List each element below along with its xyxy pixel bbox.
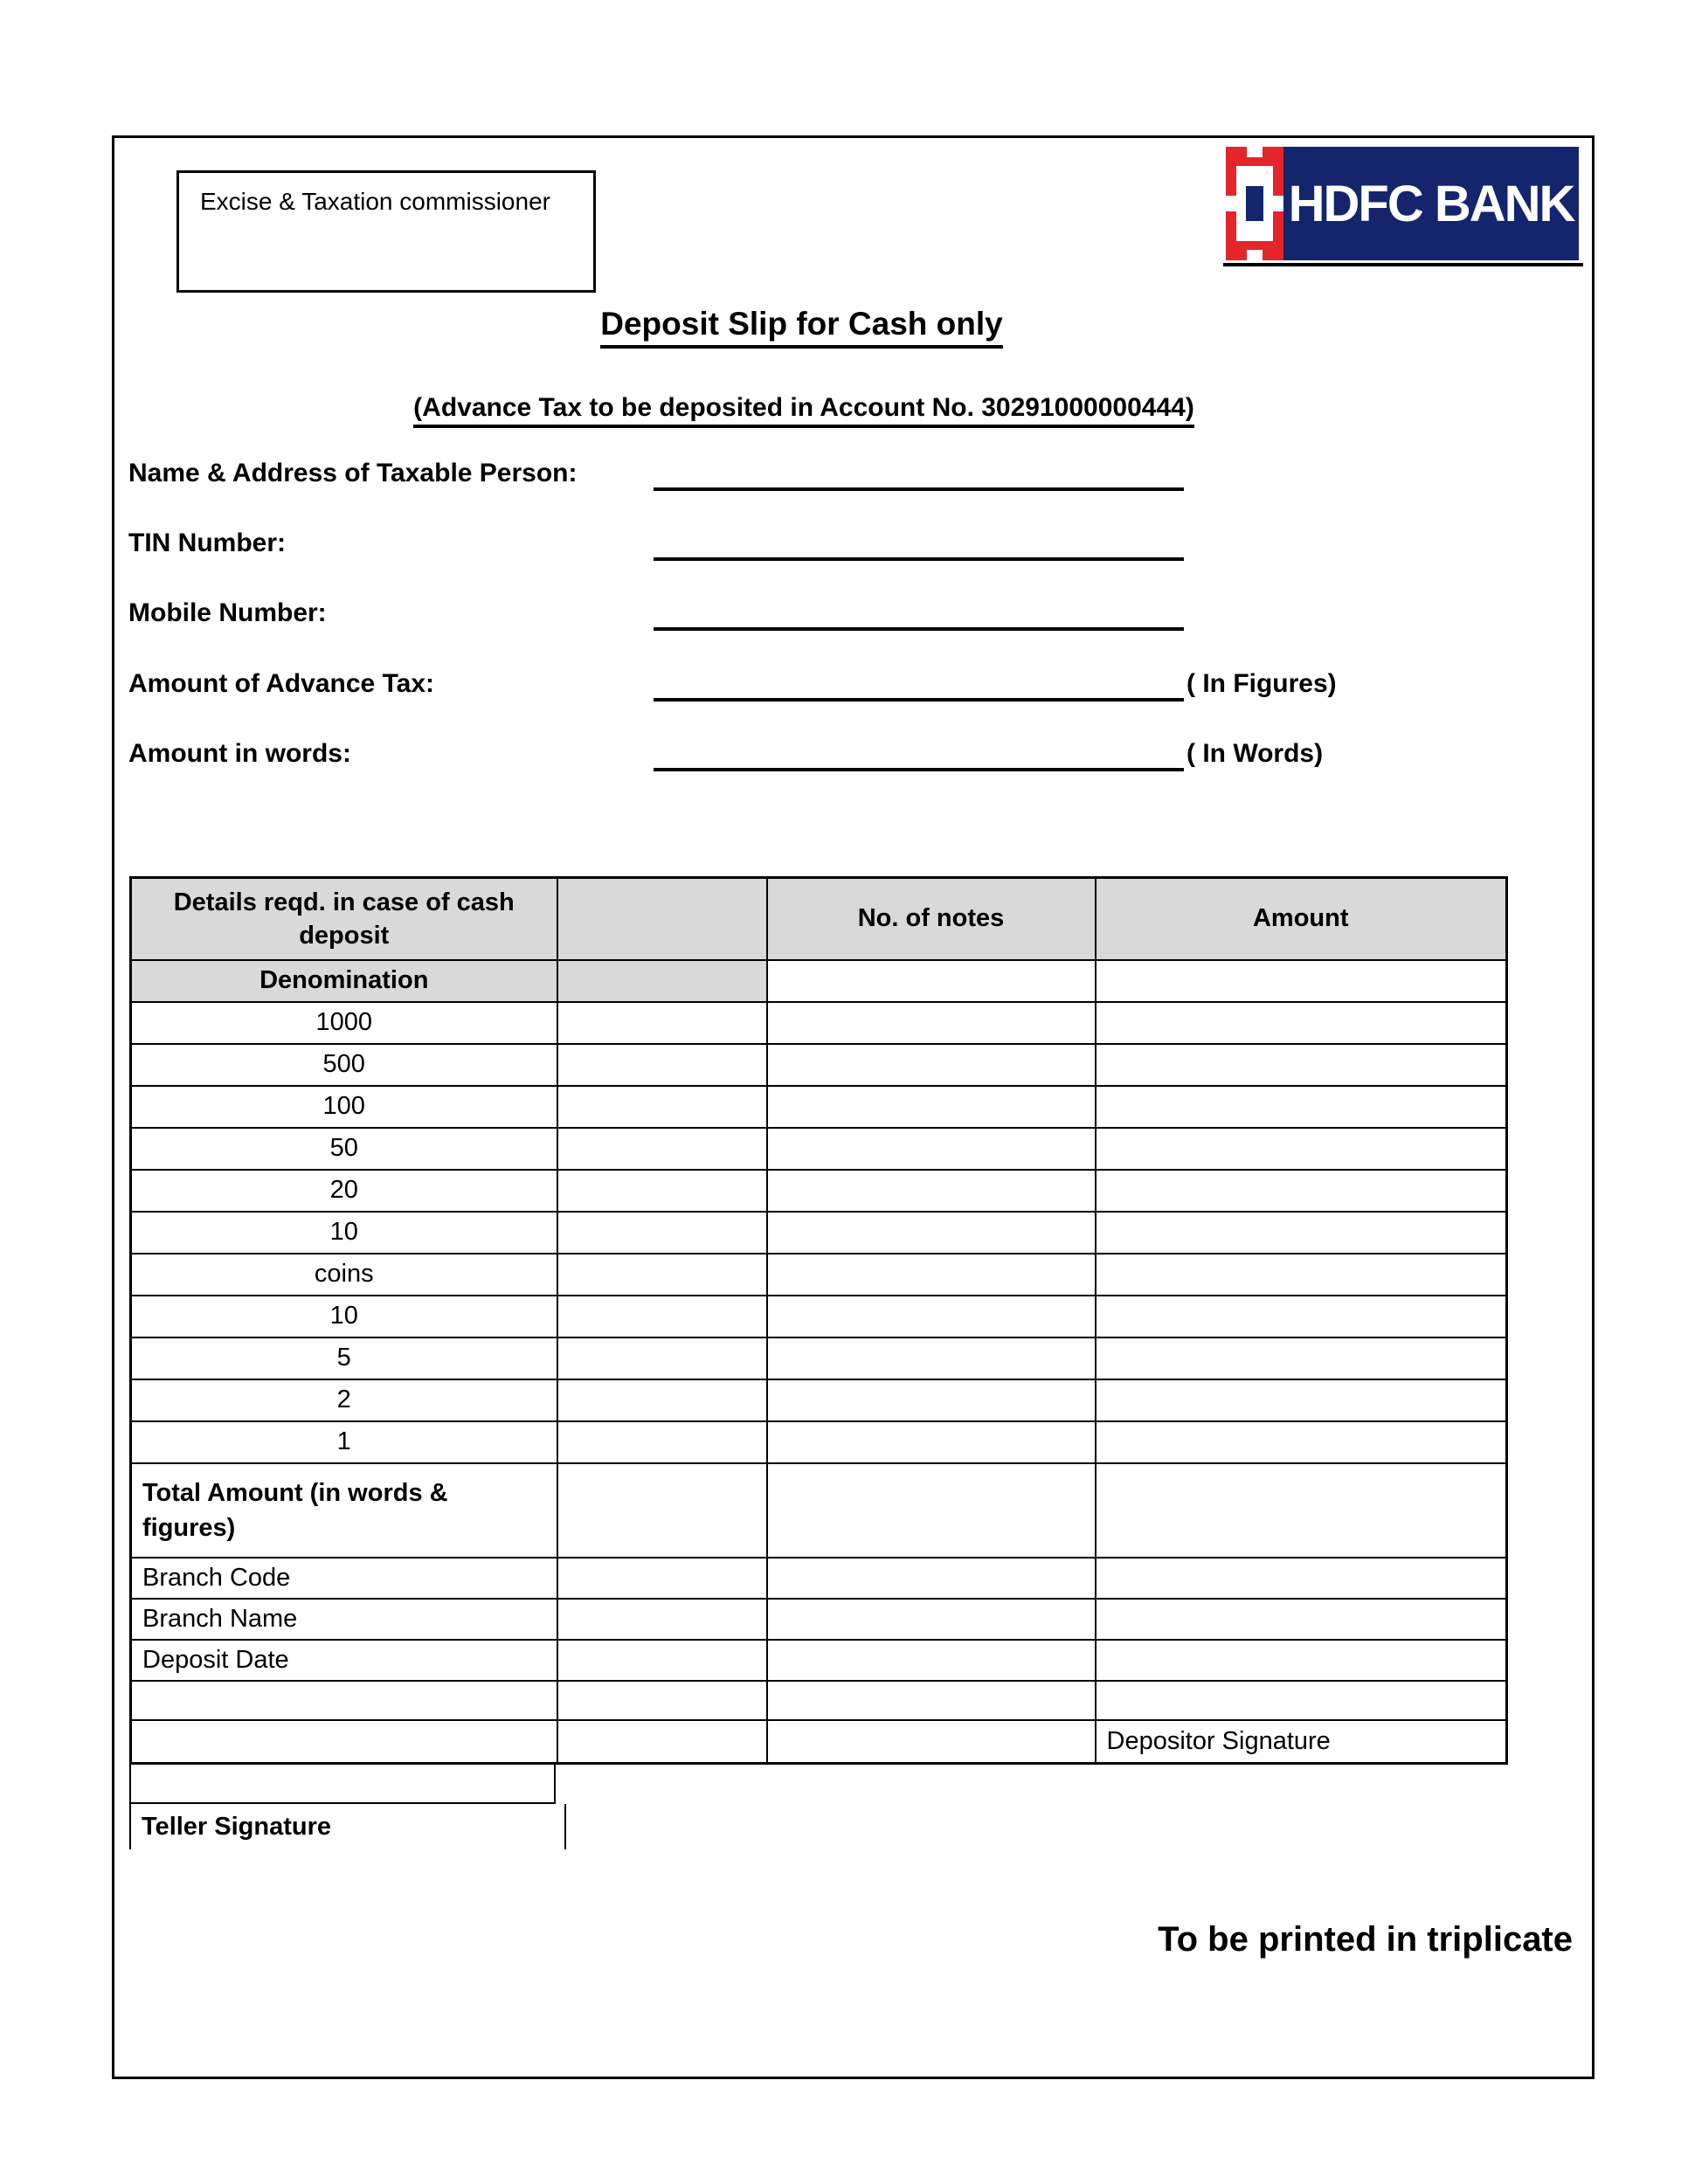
denomination-row (131, 1379, 1507, 1421)
denomination-subheader: Denomination (131, 960, 557, 1002)
field-label-amount-in-words: Amount in words: (128, 739, 351, 768)
teller-signature-label: Teller Signature (142, 1812, 332, 1841)
field-suffix-in-figures: ( In Figures) (1186, 669, 1337, 698)
denomination-value: 10 (131, 1296, 557, 1337)
table-header-details: Details reqd. in case of cash deposit (131, 878, 557, 960)
denomination-value: 1 (131, 1421, 557, 1463)
denomination-value: coins (131, 1254, 557, 1296)
hdfc-logo-notch (1226, 196, 1236, 211)
denomination-value: 500 (131, 1044, 557, 1086)
table-header-row (131, 878, 1507, 960)
deposit-date-row (131, 1640, 1507, 1681)
teller-empty-cell (129, 1762, 556, 1804)
hdfc-logo-notch (1273, 196, 1283, 211)
denomination-row (131, 1170, 1507, 1212)
department-box-label: Excise & Taxation commissioner (200, 188, 550, 215)
page-subtitle: (Advance Tax to be deposited in Account No. 30291000000444) (0, 393, 1608, 428)
deposit-date-label: Deposit Date (131, 1640, 557, 1681)
denomination-value: 50 (131, 1128, 557, 1170)
hdfc-logo-notch (1247, 147, 1263, 157)
field-line-advance-tax-amount (654, 663, 1184, 702)
field-label-tin-number: TIN Number: (128, 529, 286, 557)
denomination-value: 100 (131, 1086, 557, 1128)
denomination-row (131, 1421, 1507, 1463)
denomination-row (131, 1337, 1507, 1379)
denomination-row (131, 1044, 1507, 1086)
page-title: Deposit Slip for Cash only (0, 306, 1603, 349)
empty-row (131, 1681, 1507, 1720)
table-header-amount: Amount (1096, 878, 1507, 960)
table-header-blank (557, 878, 767, 960)
branch-code-label: Branch Code (131, 1558, 557, 1599)
depositor-signature-row (131, 1720, 1507, 1764)
field-line-mobile-number (654, 592, 1184, 631)
branch-code-row (131, 1558, 1507, 1599)
hdfc-bank-wordmark: HDFC BANK (1283, 147, 1579, 260)
branch-name-row (131, 1599, 1507, 1640)
denomination-value: 1000 (131, 1002, 557, 1044)
field-label-advance-tax-amount: Amount of Advance Tax: (128, 669, 435, 698)
denomination-value: 20 (131, 1170, 557, 1212)
logo-underline (1223, 263, 1583, 266)
branch-name-label: Branch Name (131, 1599, 557, 1640)
denomination-row (131, 1086, 1507, 1128)
field-line-name-address (654, 453, 1184, 491)
cash-deposit-table (129, 876, 1508, 1765)
field-suffix-in-words: ( In Words) (1186, 739, 1324, 768)
table-header-no-of-notes: No. of notes (767, 878, 1096, 960)
denomination-row (131, 1212, 1507, 1254)
field-label-mobile-number: Mobile Number: (128, 598, 327, 627)
hdfc-logo-mark-icon (1226, 147, 1283, 260)
total-amount-label: Total Amount (in words & figures) (131, 1463, 557, 1558)
field-line-tin-number (654, 522, 1184, 561)
denomination-row (131, 1296, 1507, 1337)
hdfc-logo-notch (1247, 250, 1263, 260)
field-label-name-address: Name & Address of Taxable Person: (128, 459, 578, 487)
department-box (176, 170, 596, 293)
depositor-signature-label: Depositor Signature (1096, 1720, 1507, 1764)
denomination-value: 5 (131, 1337, 557, 1379)
denomination-subheader-row (131, 960, 1507, 1002)
hdfc-logo-inner-navy (1246, 186, 1263, 221)
field-line-amount-in-words (654, 733, 1184, 771)
total-amount-row (131, 1463, 1507, 1558)
denomination-row (131, 1128, 1507, 1170)
denomination-row (131, 1254, 1507, 1296)
denomination-value: 10 (131, 1212, 557, 1254)
hdfc-bank-logo (1226, 147, 1579, 260)
teller-signature-cell (129, 1804, 566, 1849)
denomination-row (131, 1002, 1507, 1044)
triplicate-note: To be printed in triplicate (1158, 1920, 1573, 1959)
denomination-value: 2 (131, 1379, 557, 1421)
